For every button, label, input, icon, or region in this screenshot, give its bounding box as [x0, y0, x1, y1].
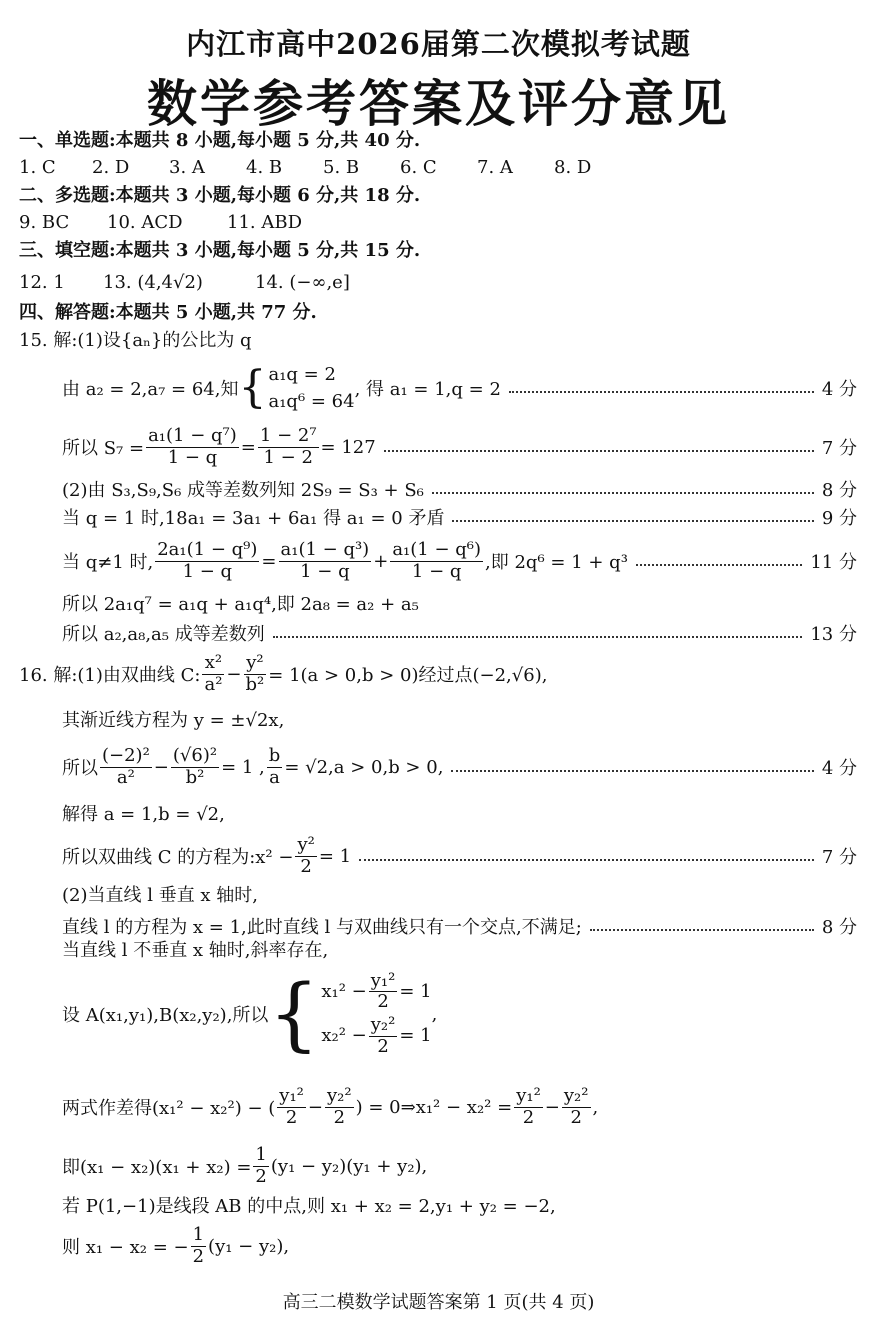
answer-item: 8. D: [554, 157, 592, 178]
dot-leader: [432, 492, 814, 494]
numerator: (√6)²: [172, 744, 218, 766]
numerator: x²: [202, 653, 224, 675]
math-text: 则 x₁ − x₂ = −: [62, 1237, 189, 1258]
numerator: (−2)²: [102, 744, 150, 766]
math-text: =: [261, 550, 277, 572]
fraction: [562, 1086, 591, 1128]
q16-line6: [62, 913, 857, 939]
math-text: ,即 2q⁶ = 1 + q³: [485, 552, 628, 573]
score-points: 11 分: [810, 552, 857, 573]
brace-symbol: {: [238, 362, 267, 413]
answer-item: 10. ACD: [107, 212, 183, 233]
system-eq: a₁q⁶ = 64: [268, 391, 355, 412]
equation-system: [321, 971, 431, 1058]
answer-item: 9. BC: [19, 212, 70, 233]
math-text: −: [307, 1096, 323, 1118]
answer-item: 5. B: [323, 157, 360, 178]
fraction: [514, 1086, 543, 1128]
q16-line4: [62, 832, 857, 880]
q15-line5: [62, 536, 857, 586]
answers-multi: [19, 212, 302, 234]
math-text: 16. 解:(1)由双曲线 C:: [19, 665, 201, 686]
dot-leader: [590, 929, 814, 931]
fraction: [202, 653, 224, 695]
denominator: 1 − q: [411, 560, 462, 582]
math-text: x₂² −: [321, 1025, 367, 1047]
brace-symbol: {: [268, 967, 320, 1060]
answer-item: 12. 1: [19, 272, 65, 293]
system-eq: [321, 1015, 431, 1057]
math-text: ,: [592, 1096, 599, 1118]
numerator: 1 − 2⁷: [259, 424, 317, 446]
dot-leader: [273, 636, 803, 638]
denominator: 2: [192, 1245, 205, 1267]
numerator: b: [268, 744, 281, 766]
numerator: y₁²: [370, 969, 396, 991]
page-footer: 高三二模数学试题答案第 1 页(共 4 页): [282, 1292, 595, 1313]
fraction: [369, 1015, 398, 1057]
system-eq: a₁q = 2: [268, 364, 336, 385]
denominator: b²: [245, 673, 265, 695]
numerator: y₂²: [327, 1084, 352, 1106]
score-points: 13 分: [810, 624, 857, 645]
denominator: a²: [116, 766, 135, 788]
math-text: 即(x₁ − x₂)(x₁ + x₂) =: [62, 1157, 252, 1178]
numerator: y₂²: [370, 1014, 396, 1035]
score-points: 4 分: [821, 379, 857, 400]
numerator: a₁(1 − q⁶): [392, 538, 482, 560]
dot-leader: [636, 564, 802, 566]
dot-leader: [451, 770, 813, 772]
section-single-choice: 一、单选题:本题共 8 小题,每小题 5 分,共 40 分.: [19, 130, 421, 151]
math-text: (y₁ − y₂),: [208, 1235, 290, 1257]
fraction: [369, 971, 398, 1013]
math-text: 所以 a₂,a₈,a₅ 成等差数列: [62, 624, 265, 645]
answer-item: 11. ABD: [227, 212, 303, 233]
answer-item: 14. (−∞,e]: [255, 272, 350, 293]
fraction: [146, 426, 239, 468]
numerator: 2a₁(1 − q⁹): [157, 538, 258, 560]
answer-item: 13. (4,4√2): [103, 272, 203, 293]
denominator: 1 − 2: [263, 446, 313, 468]
fraction: [267, 746, 283, 788]
fraction: [258, 426, 319, 468]
math-text: −: [153, 756, 169, 778]
q16-line5: (2)当直线 l 垂直 x 轴时,: [62, 885, 259, 906]
denominator: 2: [285, 1106, 298, 1128]
numerator: y²: [244, 653, 267, 675]
q15-line4: [62, 504, 857, 530]
denominator: 2: [255, 1165, 267, 1187]
math-text: +: [373, 550, 389, 572]
fraction: [155, 540, 259, 582]
q15-intro: 15. 解:(1)设{aₙ}的公比为 q: [19, 330, 252, 351]
dot-leader: [452, 520, 813, 522]
answer-item: 4. B: [246, 157, 283, 178]
numerator: y₂²: [563, 1084, 589, 1106]
q16-line12: [62, 1222, 857, 1270]
math-text: 所以双曲线 C 的方程为:x² −: [62, 847, 294, 868]
q16-line8: [62, 966, 857, 1062]
math-text: = 1: [399, 1025, 432, 1047]
numerator: 1: [255, 1143, 267, 1165]
fraction: [244, 653, 267, 695]
numerator: y₁²: [279, 1084, 304, 1106]
math-text: = 1: [318, 845, 352, 867]
numerator: a₁(1 − q⁷): [148, 424, 237, 446]
system-eq: [321, 971, 431, 1013]
q16-line1: 其渐近线方程为 y = ±√2x,: [62, 710, 285, 731]
math-text: 当 q≠1 时,: [62, 552, 154, 573]
equation-system: [268, 361, 354, 415]
fraction: [295, 835, 316, 877]
denominator: 2: [333, 1106, 346, 1128]
math-text: (y₁ − y₂)(y₁ + y₂),: [270, 1155, 428, 1177]
q16-line2: [62, 742, 857, 792]
math-text: = √2,a > 0,b > 0,: [284, 756, 444, 778]
math-text: =: [240, 436, 256, 458]
math-text: = 1: [399, 980, 432, 1002]
math-text: ) = 0⇒x₁² − x₂² =: [355, 1096, 513, 1118]
numerator: y₁²: [516, 1084, 541, 1106]
dot-leader: [509, 391, 814, 393]
fraction: [277, 1086, 306, 1128]
math-text: 直线 l 的方程为 x = 1,此时直线 l 与双曲线只有一个交点,不满足;: [62, 917, 582, 938]
score-points: 7 分: [821, 438, 857, 459]
fraction: [191, 1225, 206, 1267]
fraction: [325, 1086, 354, 1128]
math-text: 由 a₂ = 2,a₇ = 64,知: [62, 379, 239, 400]
answers-fill: [19, 272, 350, 294]
answer-item: 7. A: [477, 157, 513, 178]
math-text: x₁² −: [321, 980, 367, 1002]
math-text: ,: [431, 1003, 438, 1025]
denominator: 2: [300, 855, 312, 877]
fraction: [279, 540, 372, 582]
section-solutions: 四、解答题:本题共 5 小题,共 77 分.: [19, 302, 317, 323]
numerator: a₁(1 − q³): [280, 538, 370, 560]
score-points: 8 分: [821, 917, 857, 938]
score-points: 7 分: [821, 847, 857, 868]
score-points: 8 分: [821, 480, 857, 501]
numerator: y²: [297, 833, 315, 855]
answer-item: 6. C: [400, 157, 437, 178]
score-points: 9 分: [821, 508, 857, 529]
q15-line1: [62, 358, 857, 418]
math-text: 当 q = 1 时,18a₁ = 3a₁ + 6a₁ 得 a₁ = 0 矛盾: [62, 508, 445, 529]
dot-leader: [384, 450, 814, 452]
math-text: = 1 ,: [221, 756, 265, 778]
denominator: b²: [185, 766, 205, 788]
denominator: 2: [570, 1106, 582, 1128]
q16-line9: [62, 1082, 857, 1132]
numerator: 1: [192, 1223, 205, 1245]
math-text: = 127: [320, 436, 376, 458]
denominator: 1 − q: [300, 560, 350, 582]
fraction: [253, 1145, 268, 1187]
denominator: a²: [204, 673, 223, 695]
fraction: [171, 746, 219, 788]
math-text: 两式作差得(x₁² − x₂²) − (: [62, 1098, 276, 1119]
math-text: −: [544, 1096, 560, 1118]
exam-title: 内江市高中2026届第二次模拟考试题: [186, 27, 691, 61]
answer-item: 2. D: [92, 157, 130, 178]
dot-leader: [359, 859, 814, 861]
denominator: 2: [377, 991, 389, 1013]
q15-line7: [62, 620, 857, 646]
math-text: (2)由 S₃,S₉,S₆ 成等差数列知 2S₉ = S₃ + S₆: [62, 480, 424, 501]
answer-item: 1. C: [19, 157, 56, 178]
q15-line3: [62, 476, 857, 502]
answer-item: 3. A: [169, 157, 205, 178]
math-text: , 得 a₁ = 1,q = 2: [354, 379, 501, 400]
q16-line7: 当直线 l 不垂直 x 轴时,斜率存在,: [62, 940, 329, 961]
denominator: 2: [522, 1106, 535, 1128]
score-points: 4 分: [821, 758, 857, 779]
q16-line10: [62, 1142, 857, 1190]
denominator: 1 − q: [167, 446, 218, 468]
denominator: 2: [377, 1035, 389, 1057]
q15-line6: 所以 2a₁q⁷ = a₁q + a₁q⁴,即 2a₈ = a₂ + a₅: [62, 594, 419, 615]
math-text: −: [226, 663, 242, 685]
math-text: 设 A(x₁,y₁),B(x₂,y₂),所以: [62, 1005, 269, 1026]
section-fill-blank: 三、填空题:本题共 3 小题,每小题 5 分,共 15 分.: [19, 240, 421, 261]
section-multi-choice: 二、多选题:本题共 3 小题,每小题 6 分,共 18 分.: [19, 185, 421, 206]
fraction: [100, 746, 152, 788]
q16-line3: 解得 a = 1,b = √2,: [62, 804, 225, 825]
q15-line2: [62, 422, 857, 472]
denominator: 1 − q: [182, 560, 233, 582]
answers-single: [19, 157, 591, 179]
math-text: 所以 S₇ =: [62, 438, 145, 459]
math-text: 所以: [62, 758, 98, 779]
math-text: = 1(a > 0,b > 0)经过点(−2,√6),: [268, 665, 548, 686]
fraction: [390, 540, 483, 582]
q16-intro: [19, 650, 857, 698]
denominator: a: [269, 766, 280, 788]
q16-line11: 若 P(1,−1)是线段 AB 的中点,则 x₁ + x₂ = 2,y₁ + y₂ = −2,: [62, 1196, 556, 1217]
doc-title: 数学参考答案及评分意见: [147, 74, 730, 133]
